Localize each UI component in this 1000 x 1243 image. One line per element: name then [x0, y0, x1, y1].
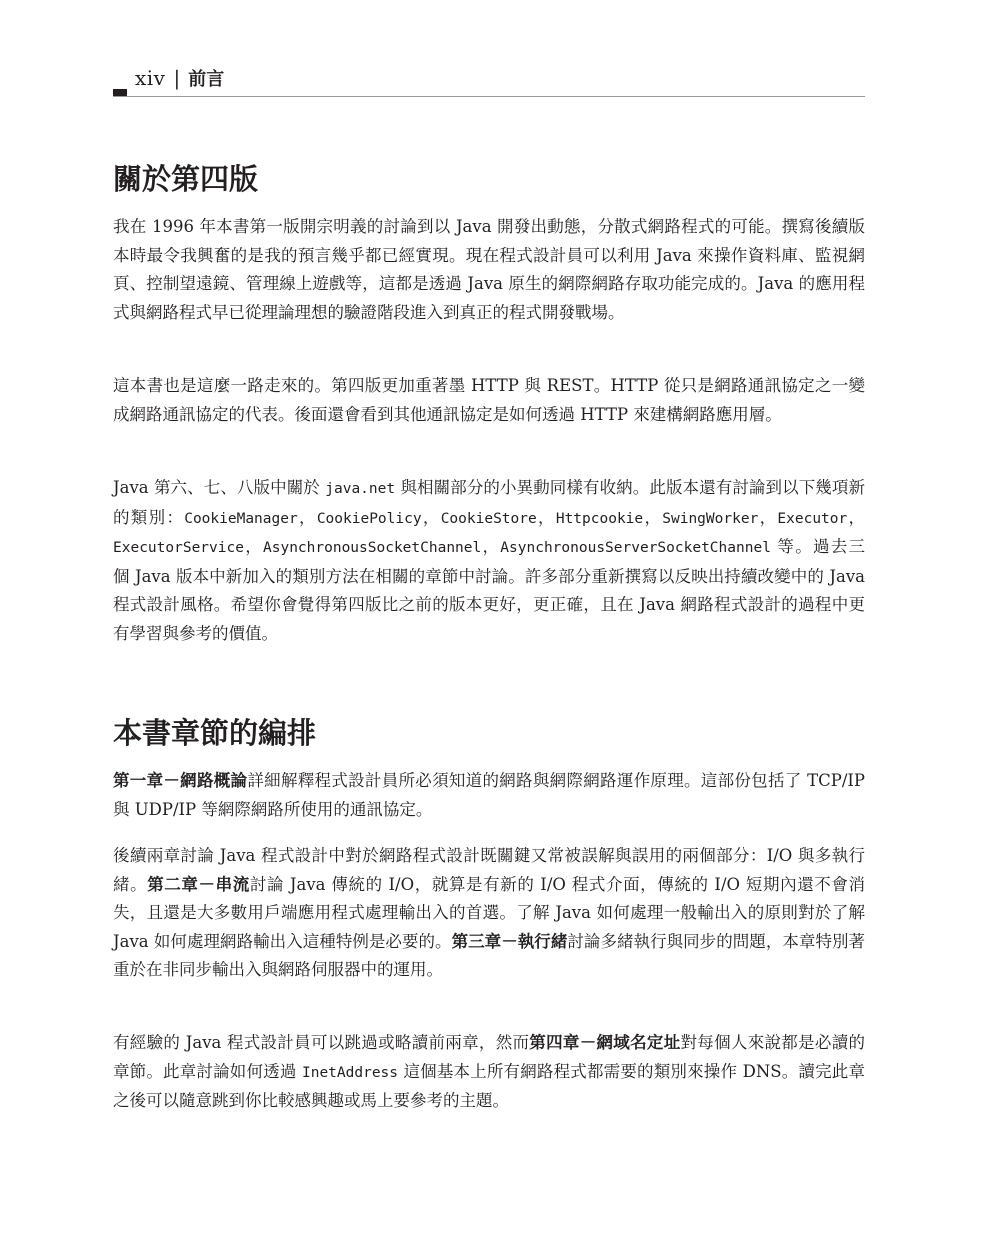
chapter-4-title: 第四章－網域名定址 [529, 1033, 681, 1052]
running-head-chapter-title: 前言 [188, 69, 225, 90]
p3-sep-4: ， [643, 507, 663, 527]
code-executor: Executor [777, 510, 848, 527]
code-cookiemanager: CookieManager [184, 510, 298, 527]
running-head-marker [113, 89, 127, 96]
running-head [113, 62, 865, 97]
paragraph-2: 這本書也是這麼一路走來的。第四版更加重著墨 HTTP 與 REST。HTTP 從只是網路通訊協定之一變成網路通訊協定的代表。後面還會看到其他通訊協定是如何透過 HTTP 來建構網路應用層。 [113, 376, 865, 424]
code-swingworker: SwingWorker [662, 510, 759, 527]
p6-text-2: 對每個人來說都是必讀的章節。此章討論如何透過 [113, 1033, 865, 1081]
p3-sep-2: ， [421, 507, 441, 527]
p3-sep-8: ， [481, 537, 501, 557]
code-httpcookie: Httpcookie [555, 510, 644, 527]
code-asynchronoussocketchannel: AsynchronousSocketChannel [263, 540, 482, 557]
code-executorservice: ExecutorService [113, 540, 244, 557]
p5-text-1: 後續兩章討論 Java 程式設計中對於網路程式設計既關鍵又常被誤解與誤用的兩個部分：I/O 與多執行緒。 [113, 846, 865, 894]
p3-text-1: Java 第六、七、八版中關於 [113, 478, 326, 497]
chapter-3-title: 第三章－執行緒 [451, 931, 568, 951]
paragraph-1: 我在 1996 年本書第一版開宗明義的討論到以 Java 開發出動態，分散式網路程式的可能。撰寫後續版本時最令我興奮的是我的預言幾乎都已經實現。現在程式設計員可以利用 Java 來操作資料庫、監視網頁、控制望遠鏡、管理線上遊戲等，這都是透過 Java 原生的網際網路存取功能完成的。Java 的應用程式與網路程式早已從理論理想的驗證階段進入到真正的程式開發戰場。 [113, 217, 865, 322]
p4-text: 詳細解釋程式設計員所必須知道的網路與網際網路運作原理。這部份包括了 TCP/IP 與 UDP/IP 等網際網路所使用的通訊協定。 [113, 771, 866, 819]
running-head-text [135, 66, 224, 92]
p3-sep-3: ， [536, 507, 556, 527]
code-inetaddress: InetAddress [301, 1064, 399, 1081]
paragraph-4 [113, 767, 865, 824]
p3-sep-5: ， [758, 507, 778, 527]
p3-sep-6: ， [847, 507, 866, 527]
paragraph-3 [113, 474, 865, 649]
p3-text-3: 等。過去三個 Java 版本中新加入的類別方法在相關的章節中討論。許多部分重新撰寫以反映出持續改變中的 Java 程式設計風格。希望你會覺得第四版比之前的版本更好，更正確，且在 Java 網路程式設計的過程中更有學習與參考的價值。 [113, 537, 866, 643]
running-head-separator: | [173, 66, 181, 90]
code-asynchronousserversocketchannel: AsynchronousServerSocketChannel [500, 540, 771, 557]
p3-sep-7: ， [243, 537, 263, 557]
code-cookiestore: CookieStore [440, 510, 537, 527]
paragraph-6 [113, 1029, 865, 1116]
p3-sep-1: ， [297, 507, 317, 527]
p3-text-2: 與相關部分的小異動同樣有收納。此版本還有討論到以下幾項新的類別： [113, 478, 865, 527]
p6-text-1: 有經驗的 Java 程式設計員可以跳過或略讀前兩章，然而 [113, 1033, 530, 1052]
chapter-2-title: 第二章－串流 [147, 874, 250, 894]
p6-text-3: 這個基本上所有網路程式都需要的類別來操作 DNS。讀完此章之後可以隨意跳到你比較感興趣或馬上要參考的主題。 [113, 1061, 865, 1111]
section-heading-fourth-edition: 關於第四版 [113, 162, 259, 196]
page-number: xiv [135, 66, 166, 90]
code-cookiepolicy: CookiePolicy [316, 510, 422, 527]
paragraph-5 [113, 842, 865, 985]
chapter-1-title: 第一章－網路概論 [113, 771, 248, 790]
section-heading-chapter-organization: 本書章節的編排 [113, 716, 317, 750]
p5-text-3: 討論多緒執行與同步的問題，本章特別著重於在非同步輸出入與網路伺服器中的運用。 [113, 931, 866, 980]
p5-text-2: 討論 Java 傳統的 I/O，就算是有新的 I/O 程式介面，傳統的 I/O 短期內還不會消失，且還是大多數用戶端應用程式處理輸出入的首選。了解 Java 如何處理一般輸出入的原則對於了解 Java 如何處理網路輸出入這種特例是必要的。 [113, 874, 866, 951]
code-java-net: java.net [325, 481, 396, 497]
